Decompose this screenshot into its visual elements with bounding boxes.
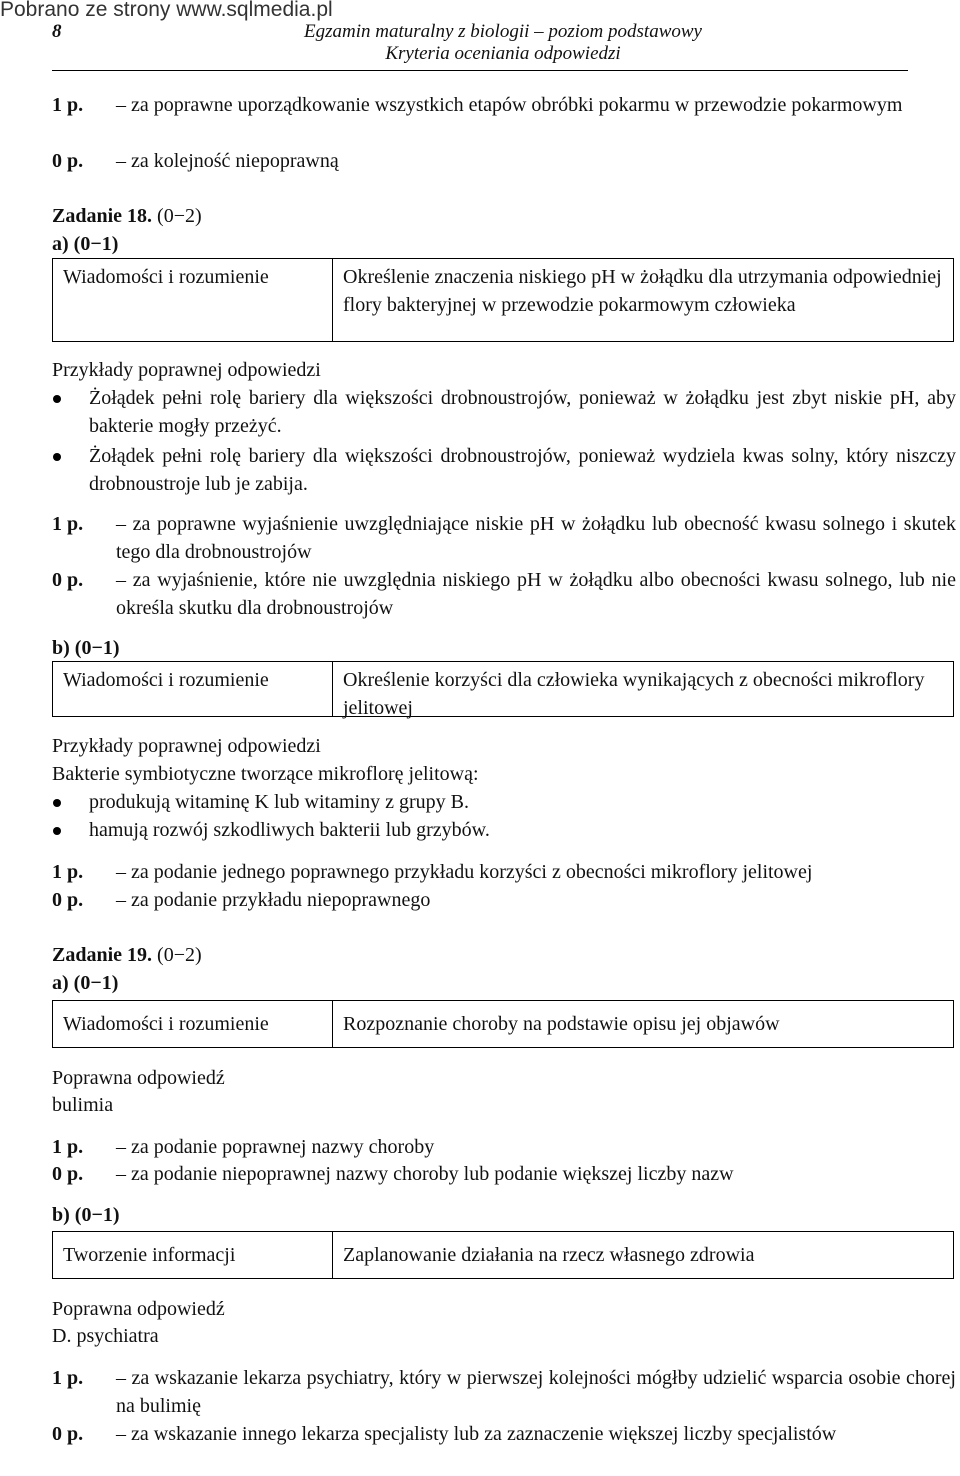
list-item bbox=[52, 816, 956, 844]
score-text: – za podanie niepoprawnej nazwy choroby lub podanie większej liczby nazw bbox=[116, 1163, 734, 1185]
score-label: 0 p. bbox=[52, 1423, 84, 1445]
requirement-description: Rozpoznanie choroby na podstawie opisu jej objawów bbox=[343, 1013, 780, 1035]
score-19a-0p bbox=[52, 1160, 956, 1188]
task19-title: Zadanie 19. bbox=[52, 944, 153, 966]
score-label: 1 p. bbox=[52, 94, 84, 116]
score-text: – za podanie poprawnej nazwy choroby bbox=[116, 1136, 435, 1158]
task19b-requirement-table bbox=[52, 1231, 954, 1279]
task18b-examples-heading: Przykłady poprawnej odpowiedzi bbox=[52, 735, 321, 757]
score-text: – za kolejność niepoprawną bbox=[116, 150, 339, 172]
score-18a-1p bbox=[52, 510, 956, 566]
requirement-category: Wiadomości i rozumienie bbox=[53, 662, 333, 716]
score-label: 0 p. bbox=[52, 569, 84, 591]
requirement-category: Tworzenie informacji bbox=[53, 1232, 333, 1278]
requirement-description: Określenie korzyści dla człowieka wynikających z obecności mikroflory jelitowej bbox=[343, 669, 925, 719]
score-19b-0p bbox=[52, 1420, 956, 1448]
task19-points: (0−2) bbox=[157, 944, 202, 966]
score-19b-1p bbox=[52, 1364, 956, 1420]
page-number: 8 bbox=[52, 21, 62, 42]
requirement-category: Wiadomości i rozumienie bbox=[53, 259, 333, 341]
example-text: Żołądek pełni rolę bariery dla większości drobnoustrojów, ponieważ wydziela kwas solny, który niszczy drobnoustroje lub je zabija. bbox=[89, 445, 956, 495]
task19a-label: a) (0−1) bbox=[52, 972, 119, 994]
score-text: – za wyjaśnienie, które nie uwzględnia niskiego pH w żołądku albo obecności kwasu solnego, lub nie określa skutku dla drobnoustrojów bbox=[116, 569, 956, 619]
bullet-icon bbox=[53, 799, 61, 807]
task19b-label: b) (0−1) bbox=[52, 1204, 120, 1226]
score-text: – za poprawne uporządkowanie wszystkich etapów obróbki pokarmu w przewodzie pokarmowym bbox=[116, 94, 903, 116]
score-19a-1p bbox=[52, 1133, 956, 1161]
task19-heading bbox=[52, 941, 956, 969]
score-18b-1p bbox=[52, 858, 956, 886]
bullet-icon bbox=[53, 395, 61, 403]
score-label: 1 p. bbox=[52, 1367, 84, 1389]
task19b-answer-heading: Poprawna odpowiedź bbox=[52, 1298, 225, 1320]
score-label: 0 p. bbox=[52, 889, 84, 911]
task18-title: Zadanie 18. bbox=[52, 205, 153, 227]
task18-points: (0−2) bbox=[157, 205, 202, 227]
task19a-answer-heading: Poprawna odpowiedź bbox=[52, 1067, 225, 1089]
task18a-label: a) (0−1) bbox=[52, 233, 119, 255]
score-text: – za wskazanie innego lekarza specjalisty lub za zaznaczenie większej liczby specjalistów bbox=[116, 1423, 837, 1445]
score-text: – za podanie jednego poprawnego przykładu korzyści z obecności mikroflory jelitowej bbox=[116, 861, 813, 883]
score-top-0p bbox=[52, 147, 956, 175]
score-label: 0 p. bbox=[52, 150, 84, 172]
task19a-answer: bulimia bbox=[52, 1094, 114, 1116]
list-item bbox=[52, 384, 956, 440]
score-text: – za podanie przykładu niepoprawnego bbox=[116, 889, 431, 911]
bullet-icon bbox=[53, 453, 61, 461]
header-rule bbox=[52, 70, 908, 71]
score-label: 1 p. bbox=[52, 1136, 84, 1158]
score-label: 0 p. bbox=[52, 1163, 84, 1185]
header-title: Egzamin maturalny z biologii – poziom podstawowy bbox=[304, 21, 702, 42]
task18a-examples-heading: Przykłady poprawnej odpowiedzi bbox=[52, 359, 321, 381]
example-text: Żołądek pełni rolę bariery dla większości drobnoustrojów, ponieważ w żołądku jest zbyt niskie pH, aby bakterie mogły przeżyć. bbox=[89, 387, 956, 437]
task18b-requirement-table bbox=[52, 661, 954, 717]
example-text: hamują rozwój szkodliwych bakterii lub grzybów. bbox=[89, 819, 490, 841]
score-top-1p bbox=[52, 91, 956, 119]
bullet-icon bbox=[53, 827, 61, 835]
score-text: – za poprawne wyjaśnienie uwzględniające niskie pH w żołądku lub obecność kwasu solnego i skutek tego dla drobnoustrojów bbox=[116, 513, 956, 563]
list-item bbox=[52, 788, 956, 816]
task19b-answer: D. psychiatra bbox=[52, 1325, 159, 1347]
header-subtitle: Kryteria oceniania odpowiedzi bbox=[385, 43, 621, 64]
score-label: 1 p. bbox=[52, 513, 84, 535]
score-18b-0p bbox=[52, 886, 956, 914]
source-watermark: Pobrano ze strony www.sqlmedia.pl bbox=[0, 0, 333, 21]
page-header bbox=[0, 20, 960, 70]
task18b-intro: Bakterie symbiotyczne tworzące mikroflorę jelitową: bbox=[52, 763, 479, 785]
task18b-label: b) (0−1) bbox=[52, 637, 120, 659]
score-text: – za wskazanie lekarza psychiatry, który w pierwszej kolejności mógłby udzielić wsparcia osobie chorej na bulimię bbox=[116, 1367, 956, 1417]
requirement-description: Określenie znaczenia niskiego pH w żołądku dla utrzymania odpowiedniej flory bakteryjnej w przewodzie pokarmowym człowieka bbox=[343, 266, 942, 316]
example-text: produkują witaminę K lub witaminy z grupy B. bbox=[89, 791, 469, 813]
task18-heading bbox=[52, 202, 956, 230]
task18a-requirement-table bbox=[52, 258, 954, 342]
score-label: 1 p. bbox=[52, 861, 84, 883]
score-18a-0p bbox=[52, 566, 956, 622]
list-item bbox=[52, 442, 956, 498]
requirement-category: Wiadomości i rozumienie bbox=[53, 1001, 333, 1047]
requirement-description: Zaplanowanie działania na rzecz własnego zdrowia bbox=[343, 1244, 755, 1266]
task19a-requirement-table bbox=[52, 1000, 954, 1048]
